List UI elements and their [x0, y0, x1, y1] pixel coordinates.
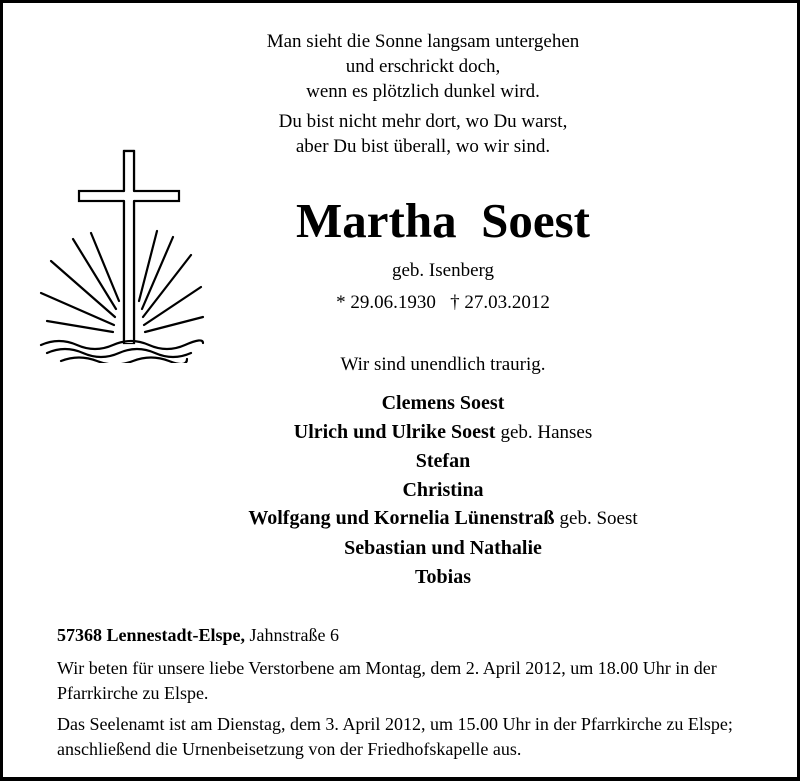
family-member-name: Clemens Soest: [381, 392, 505, 414]
service-paragraph: Wir beten für unsere liebe Verstorbene am Montag, dem 2. April 2012, um 18.00 Uhr in der Pfarrkirche zu Elspe.: [57, 658, 717, 703]
family-member: [103, 563, 783, 592]
poem-line: Du bist nicht mehr dort, wo Du warst,: [278, 111, 568, 132]
family-member-name: Wolfgang und Kornelia Lünenstraß: [248, 507, 555, 530]
family-list: [103, 389, 783, 591]
family-member-name: Tobias: [415, 565, 471, 588]
family-member-name: Ulrich und Ulrike Soest: [293, 420, 496, 443]
address-street: Jahnstraße 6: [249, 625, 339, 645]
family-member-note: geb. Soest: [559, 508, 638, 530]
family-member: [103, 534, 783, 563]
footer: [57, 623, 757, 768]
service-paragraph: Das Seelenamt ist am Dienstag, dem 3. April 2012, um 15.00 Uhr in der Pfarrkirche zu Elspe; anschließend die Urnenbeisetzung von der Friedhofskapelle aus.: [57, 714, 733, 759]
poem: [173, 29, 673, 159]
mourning-text: Wir sind unendlich traurig.: [340, 354, 546, 375]
family-member: [103, 418, 783, 448]
poem-line: Man sieht die Sonne langsam untergehen: [266, 31, 580, 52]
address-city: 57368 Lennestadt-Elspe,: [57, 625, 246, 645]
family-member: [103, 389, 783, 418]
family-member-name: Sebastian und Nathalie: [344, 536, 542, 559]
poem-line: und erschrickt doch,: [345, 56, 501, 77]
birth-name: geb. Isenberg: [391, 260, 494, 281]
deceased-name: Martha Soest: [296, 193, 590, 248]
poem-line: wenn es plötzlich dunkel wird.: [306, 81, 540, 102]
address: [57, 623, 757, 648]
family-member: [103, 447, 783, 476]
life-dates: * 29.06.1930 † 27.03.2012: [336, 292, 550, 313]
family-member-note: geb. Hanses: [500, 421, 593, 443]
family-member: [103, 476, 783, 505]
family-member-name: Christina: [402, 478, 484, 501]
family-member-name: Stefan: [415, 450, 471, 473]
cross-sunrise-waves-icon: [31, 149, 207, 363]
poem-line: aber Du bist überall, wo wir sind.: [295, 136, 551, 157]
family-member: [103, 504, 783, 534]
